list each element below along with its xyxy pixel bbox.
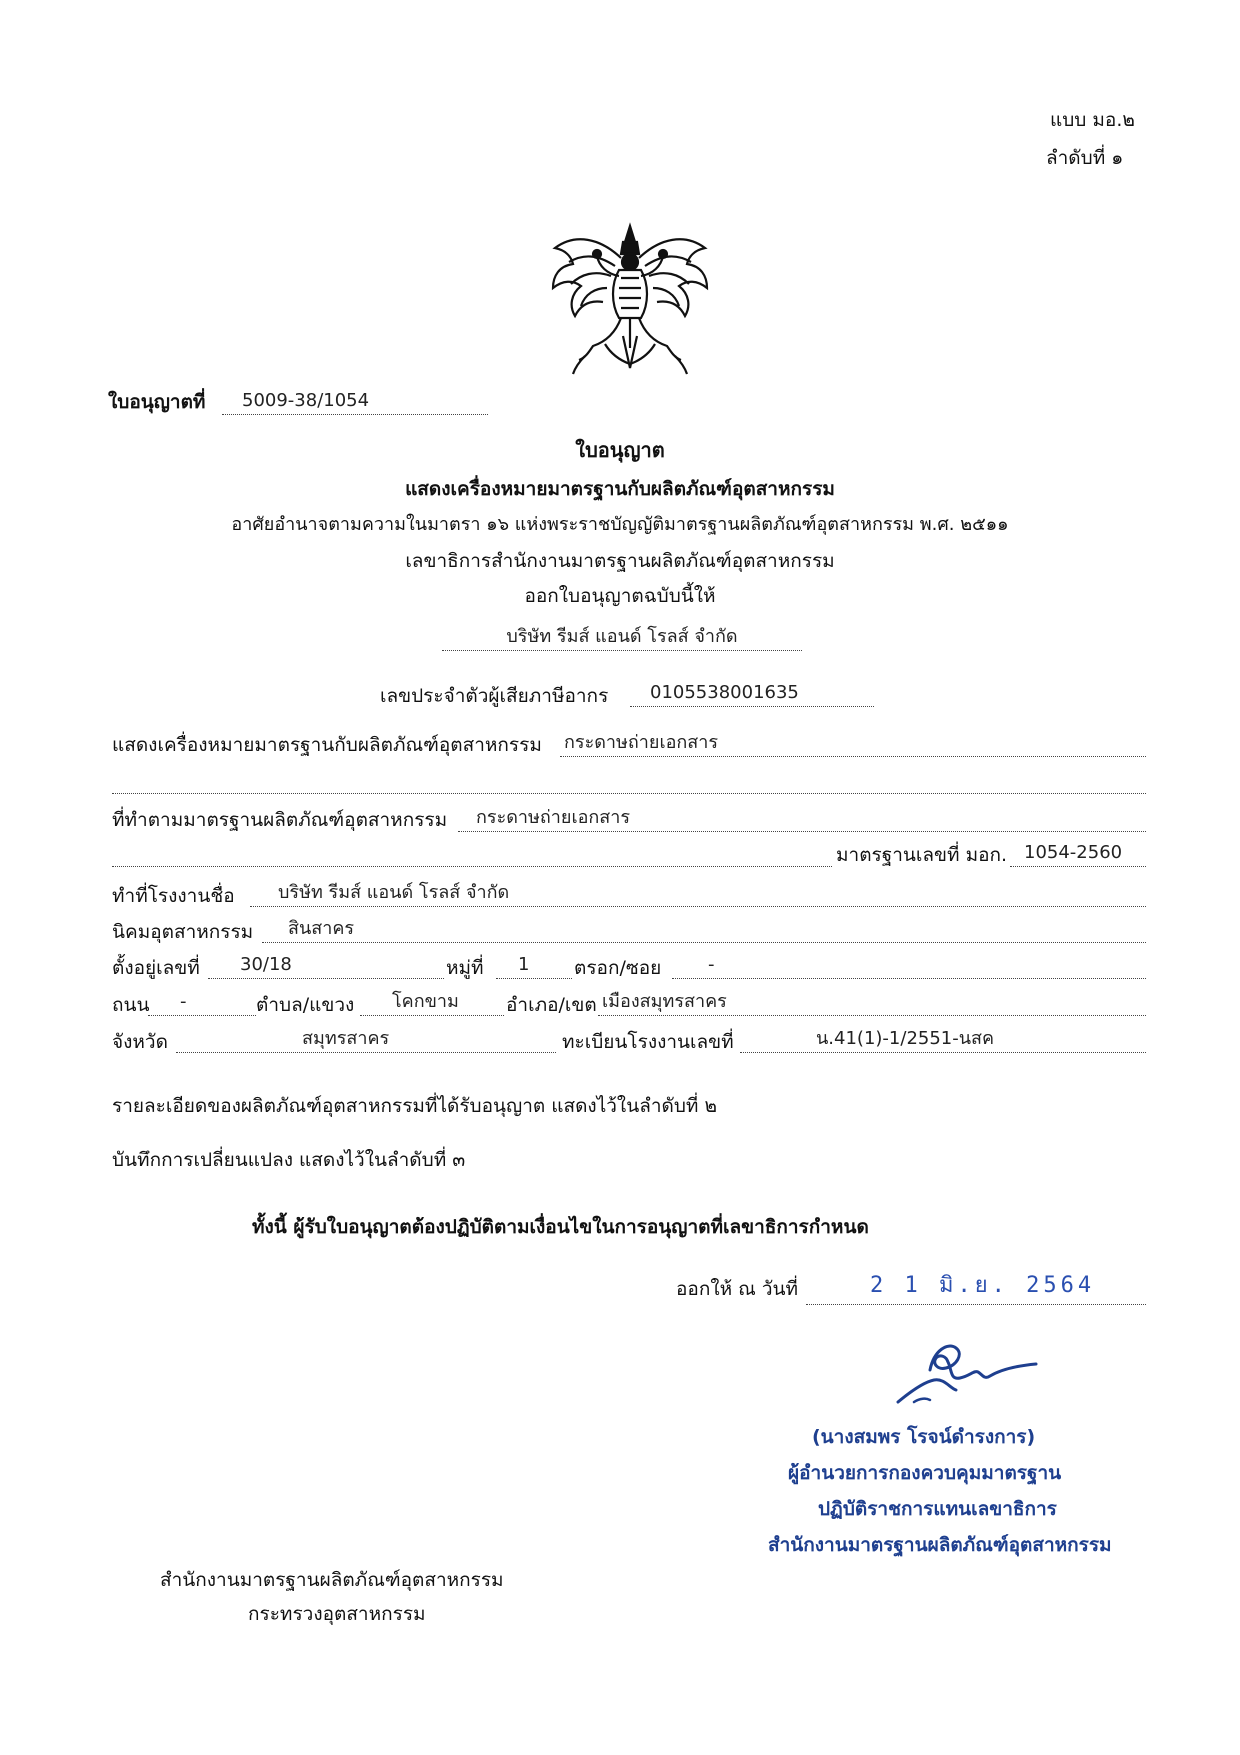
address-reg-label: ทะเบียนโรงงานเลขที่ xyxy=(562,1031,734,1053)
license-number-line xyxy=(222,388,488,415)
tax-value: 0105538001635 xyxy=(650,682,799,703)
address-no-line xyxy=(208,952,444,979)
address-soi: - xyxy=(708,954,715,975)
issued-date-line xyxy=(806,1270,1146,1305)
issued-label: ออกให้ ณ วันที่ xyxy=(676,1278,799,1300)
address-soi-label: ตรอก/ซอย xyxy=(574,957,662,979)
footer-org: สำนักงานมาตรฐานผลิตภัณฑ์อุตสาหกรรม xyxy=(160,1569,504,1591)
factory-label: ทำที่โรงงานชื่อ xyxy=(112,885,235,907)
tax-line xyxy=(630,680,874,707)
address-province-label: จังหวัด xyxy=(112,1031,168,1053)
mark-value: กระดาษถ่ายเอกสาร xyxy=(564,732,719,753)
address-reg: น.41(1)-1/2551-นสค xyxy=(816,1028,995,1049)
product-value: กระดาษถ่ายเอกสาร xyxy=(476,807,631,828)
blank-line-1 xyxy=(112,767,1146,794)
address-province: สมุทรสาคร xyxy=(302,1028,390,1049)
mark-label: แสดงเครื่องหมายมาตรฐานกับผลิตภัณฑ์อุตสาหกรรม xyxy=(112,734,542,756)
form-code: แบบ มอ.๒ xyxy=(1050,109,1135,131)
tax-label: เลขประจำตัวผู้เสียภาษีอากร xyxy=(380,685,609,707)
condition-note: ทั้งนี้ ผู้รับใบอนุญาตต้องปฏิบัติตามเงื่อนไขในการอนุญาตที่เลขาธิการกำหนด xyxy=(252,1216,869,1238)
address-road: - xyxy=(180,991,187,1012)
address-tambon-label: ตำบล/แขวง xyxy=(256,994,355,1016)
form-sequence: ลำดับที่ ๑ xyxy=(1046,147,1124,169)
doc-title: ใบอนุญาต xyxy=(575,438,665,462)
address-tambon-line xyxy=(360,989,504,1016)
changes-note: บันทึกการเปลี่ยนแปลง แสดงไว้ในลำดับที่ ๓ xyxy=(112,1149,466,1171)
blank-line-2 xyxy=(112,840,832,867)
address-amphoe-line xyxy=(598,989,1146,1016)
address-moo: 1 xyxy=(518,954,530,975)
garuda-emblem xyxy=(545,218,715,378)
address-no-label: ตั้งอยู่เลขที่ xyxy=(112,957,200,979)
doc-subtitle: แสดงเครื่องหมายมาตรฐานกับผลิตภัณฑ์อุตสาหกรรม xyxy=(405,478,835,500)
company-line xyxy=(442,624,802,651)
detail-note: รายละเอียดของผลิตภัณฑ์อุตสาหกรรมที่ได้รับอนุญาต แสดงไว้ในลำดับที่ ๒ xyxy=(112,1095,717,1117)
standard-line xyxy=(1010,840,1146,867)
estate-line xyxy=(262,916,1146,943)
estate-value: สินสาคร xyxy=(288,918,355,939)
address-road-line xyxy=(148,989,256,1016)
estate-label: นิคมอุตสาหกรรม xyxy=(112,921,254,943)
address-moo-line xyxy=(496,952,572,979)
address-road-label: ถนน xyxy=(112,994,150,1016)
footer-ministry: กระทรวงอุตสาหกรรม xyxy=(248,1603,426,1625)
factory-line xyxy=(250,880,1146,907)
standard-label: มาตรฐานเลขที่ มอก. xyxy=(836,844,1008,866)
signature xyxy=(890,1330,1050,1410)
address-province-line xyxy=(176,1026,556,1053)
issue-line: ออกใบอนุญาตฉบับนี้ให้ xyxy=(524,585,716,607)
signer-title-2: ปฏิบัติราชการแทนเลขาธิการ xyxy=(818,1498,1057,1520)
product-line xyxy=(458,805,1146,832)
authority-line: อาศัยอำนาจตามความในมาตรา ๑๖ แห่งพระราชบัญญัติมาตรฐานผลิตภัณฑ์อุตสาหกรรม พ.ศ. ๒๕๑๑ xyxy=(231,514,1009,535)
address-amphoe-label: อำเภอ/เขต xyxy=(506,994,597,1016)
address-no: 30/18 xyxy=(240,954,292,975)
license-number: 5009-38/1054 xyxy=(242,390,370,411)
factory-value: บริษัท รีมส์ แอนด์ โรลส์ จำกัด xyxy=(278,882,510,903)
signer-name: (นางสมพร โรจน์ดำรงการ) xyxy=(812,1426,1036,1448)
address-tambon: โคกขาม xyxy=(392,991,459,1012)
mark-line xyxy=(560,730,1146,757)
signer-title-3: สำนักงานมาตรฐานผลิตภัณฑ์อุตสาหกรรม xyxy=(768,1534,1112,1556)
company-name: บริษัท รีมส์ แอนด์ โรลส์ จำกัด xyxy=(506,626,738,647)
issued-date: 2 1 มิ.ย. 2564 xyxy=(870,1273,1096,1298)
address-reg-line xyxy=(740,1026,1146,1053)
address-amphoe: เมืองสมุทรสาคร xyxy=(602,991,727,1012)
signer-title-1: ผู้อำนวยการกองควบคุมมาตรฐาน xyxy=(788,1462,1062,1484)
license-label: ใบอนุญาตที่ xyxy=(108,391,206,413)
address-soi-line xyxy=(672,952,1146,979)
standard-value: 1054-2560 xyxy=(1024,842,1123,863)
product-label: ที่ทำตามมาตรฐานผลิตภัณฑ์อุตสาหกรรม xyxy=(112,809,448,831)
secretary-line: เลขาธิการสำนักงานมาตรฐานผลิตภัณฑ์อุตสาหกรรม xyxy=(405,550,835,572)
address-moo-label: หมู่ที่ xyxy=(446,957,484,979)
